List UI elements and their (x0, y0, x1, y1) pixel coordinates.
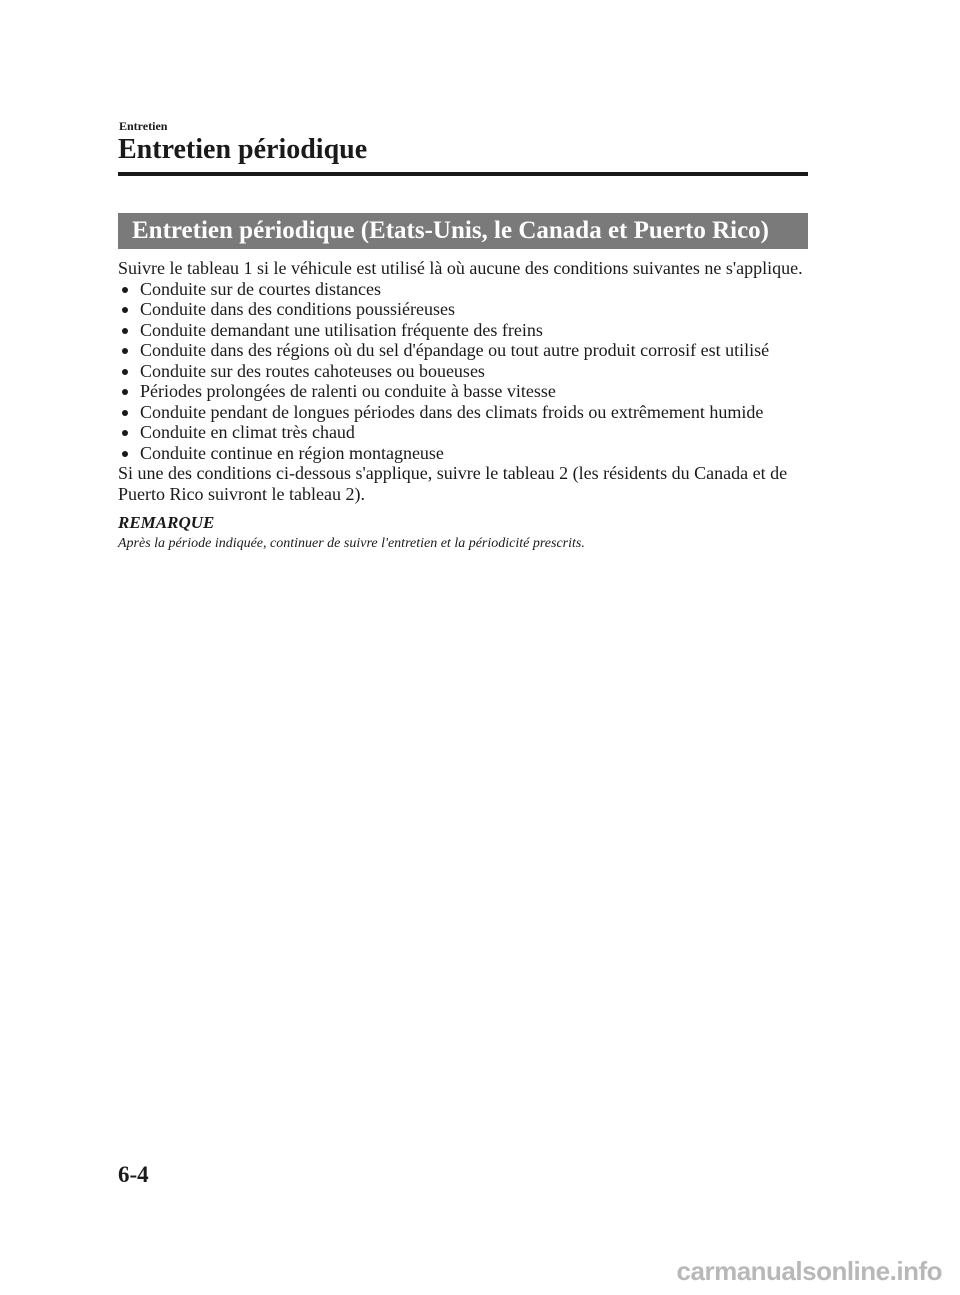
list-item-text: Périodes prolongées de ralenti ou conduite à basse vitesse (140, 381, 556, 401)
section-title: Entretien périodique (118, 134, 368, 165)
title-divider (118, 172, 808, 176)
bullet-icon (122, 430, 128, 436)
list-item (118, 361, 808, 382)
outro-paragraph: Si une des conditions ci-dessous s'applique, suivre le tableau 2 (les résidents du Canada et de Puerto Rico suivront le tableau 2). (118, 463, 788, 504)
list-item (118, 279, 808, 300)
list-item (118, 381, 808, 402)
topic-banner (118, 213, 808, 249)
banner-title: Entretien périodique (Etats-Unis, le Canada et Puerto Rico) (132, 217, 769, 244)
list-item (118, 443, 808, 464)
list-item (118, 402, 808, 423)
list-item-text: Conduite demandant une utilisation fréquente des freins (140, 319, 543, 340)
bullet-icon (122, 287, 128, 293)
bullet-icon (122, 328, 128, 334)
list-item-text: Conduite dans des conditions poussiéreuses (140, 299, 455, 319)
bullet-icon (122, 369, 128, 375)
list-item (118, 299, 808, 320)
list-item (118, 340, 808, 361)
watermark-logo: carmanualsonline.info (676, 1256, 942, 1286)
list-item (118, 320, 808, 341)
bullet-icon (122, 410, 128, 416)
list-item-text: Conduite en climat très chaud (140, 422, 355, 442)
conditions-list (118, 279, 808, 464)
chapter-label: Entretien (119, 119, 168, 133)
list-item-text: Conduite pendant de longues périodes dans des climats froids ou extrêmement humide (140, 401, 764, 422)
bullet-icon (122, 307, 128, 313)
list-item-text: Conduite continue en région montagneuse (140, 442, 444, 463)
bullet-icon (122, 451, 128, 457)
list-item (118, 422, 808, 443)
list-item-text: Conduite sur de courtes distances (140, 278, 381, 299)
bullet-icon (122, 348, 128, 354)
note-text: Après la période indiquée, continuer de suivre l'entretien et la périodicité prescrits. (118, 536, 585, 551)
list-item-text: Conduite dans des régions où du sel d'épandage ou tout autre produit corrosif est utilisé (140, 340, 770, 360)
intro-paragraph: Suivre le tableau 1 si le véhicule est utilisé là où aucune des conditions suivantes ne s'applique. (118, 258, 803, 278)
note-heading: REMARQUE (118, 513, 215, 532)
page-number: 6-4 (118, 1162, 149, 1187)
bullet-icon (122, 389, 128, 395)
list-item-text: Conduite sur des routes cahoteuses ou boueuses (140, 360, 485, 381)
body-content (118, 258, 808, 553)
